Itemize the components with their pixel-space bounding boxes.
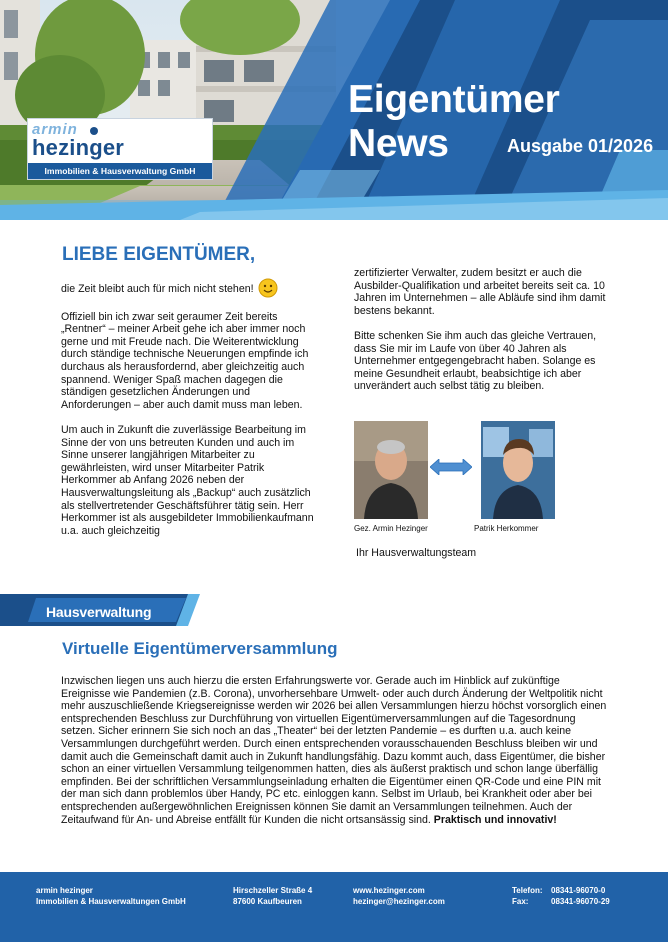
portrait-photo xyxy=(474,421,562,519)
greeting-intro xyxy=(61,278,316,298)
article-emphasis: Praktisch und innovativ! xyxy=(433,813,557,826)
article-text: Inzwischen liegen uns auch hierzu die ersten Erfahrungswerte vor. Gerade auch im Hinblick auf zukünftige Ereignisse wie Pandemien (z.B. Corona), unvorhersehbare Umwelt- oder auch durch Änderung der Weltpolitik nicht mehr auszuschließende Kriegsereignisse werden wir 2026 bei allen Versammlungen hierzu höchst vorsorglich einen entsprechenden Beschluss zur Durchführung von virtuellen Eigentümerversammlungen auf die Tagesordnung setzen. Sicher erinnern Sie sich noch an das „Theater“ bei der letzten Pandemie – es durften u.a. auch keine Versammlungen durchgeführt werden. Durch einen entsprechenden vorausschauenden Beschluss bleiben wir und damit auch die Gemeinschaft damit auch in Zukunft handlungsfähig. Dazu kommt auch, dass Eigentümer, die bisher schon an einer virtuellen Versammlung teilgenommen hatten, dies als äußerst praktisch und schon lange überfällig empfinden. Bei der schriftlichen Versammlungseinladung erhalten die Eigentümer einen QR-Code und eine PIN mit der man sich dann problemlos über Handy, PC etc. einloggen kann. Selbst im Urlaub, bei Krankheit oder aber bei entsprechenden außergewöhnlichen Ereignissen können Sie damit an Versammlungen teilnehmen. Auch der Zeitaufwand für An- und Abreise entfällt für Kunden die nicht ortsansässig sind. xyxy=(61,675,607,826)
footer-company-type: Immobilien & Hausverwaltungen GmbH xyxy=(36,897,186,906)
footer-company xyxy=(36,885,186,907)
footer-email-link[interactable]: hezinger@hezinger.com xyxy=(353,897,445,906)
greeting-paragraph: zertifizierter Verwalter, zudem besitzt er auch die Ausbilder-Qualifikation und arbeitet bereits seit ca. 10 Jahren im Unternehmen – alle Abläufe sind ihm damit bestens bekannt. xyxy=(354,267,606,317)
footer-contact-values xyxy=(551,885,610,907)
logo-line1: armin xyxy=(32,121,78,138)
footer-online xyxy=(353,885,445,907)
header-banner xyxy=(0,0,668,220)
footer xyxy=(0,872,668,942)
newsletter-title: Eigentümer News xyxy=(348,78,560,165)
issue-number: Ausgabe 01/2026 xyxy=(507,136,654,156)
footer-phone[interactable]: 08341-96070-0 xyxy=(551,886,606,895)
person-armin-hezinger xyxy=(354,421,428,533)
portrait-caption: Gez. Armin Hezinger xyxy=(354,524,428,533)
footer-street: Hirschzeller Straße 4 xyxy=(233,886,313,895)
footer-fax: 08341-96070-29 xyxy=(551,897,610,906)
greeting-paragraph: Um auch in Zukunft die zuverlässige Bearbeitung im Sinne der von uns betreuten Kunden und auch im Sinne unserer langjährigen Mitarbeiter zu gewährleisten, wird unser Mitarbeiter Patrik Herkommer ab Anfang 2026 neben der Hausverwaltungsleitung als „Backup“ auch zusätzlich als stellvertretender Geschäftsführer tätig sein. Herr Herkommer ist als ausgebildeter Immobilienkaufmann u.a. auch gleichzeitig xyxy=(61,423,314,537)
greeting-left-column xyxy=(61,278,316,550)
portrait-caption: Patrik Herkommer xyxy=(474,524,539,533)
article-title: Virtuelle Eigentümerversammlung xyxy=(62,639,338,658)
logo-dot xyxy=(90,127,98,135)
portrait-photo xyxy=(354,421,428,519)
greeting-intro-text: die Zeit bleibt auch für mich nicht stehen! xyxy=(61,283,254,295)
logo-line2: hezinger xyxy=(32,135,125,160)
footer-company-name: armin hezinger xyxy=(36,886,93,895)
company-logo xyxy=(27,118,213,180)
greeting-right-column xyxy=(354,267,616,406)
section-label: Hausverwaltung xyxy=(46,604,152,620)
footer-contact-labels xyxy=(512,885,543,907)
footer-phone-label: Telefon: xyxy=(512,886,543,895)
signoff: Ihr Hausverwaltungsteam xyxy=(356,547,477,559)
footer-address xyxy=(233,885,312,907)
footer-city: 87600 Kaufbeuren xyxy=(233,897,302,906)
person-patrik-herkommer xyxy=(474,421,562,533)
footer-fax-label: Fax: xyxy=(512,897,529,906)
greeting-paragraph: Offiziell bin ich zwar seit geraumer Zeit bereits „Rentner“ – meiner Arbeit gehe ich aber immer noch gerne und mit Freude nach. Die Weiterentwicklung durch ständige technische Neuerungen empfinde ich durchaus als herausfordernd, aber gleichzeitig auch spannend. Weniger Spaß machen dagegen die ständigen gesetzlichen Änderungen und Anforderungen – aber auch damit muss man leben. xyxy=(61,310,309,411)
greeting-heading: LIEBE EIGENTÜMER, xyxy=(62,244,256,265)
footer-web-link[interactable]: www.hezinger.com xyxy=(353,886,425,895)
smiley-icon xyxy=(258,278,278,298)
article-body xyxy=(61,675,609,826)
logo-tagline: Immobilien & Hausverwaltung GmbH xyxy=(28,163,212,179)
double-arrow-icon xyxy=(430,459,472,475)
greeting-paragraph: Bitte schenken Sie ihm auch das gleiche Vertrauen, dass Sie mir im Laufe von über 40 Jahren als Unternehmer entgegengebracht haben. Solange es meine Gesundheit erlaubt, beabsichtige ich aber unverändert auch selbst tätig zu bleiben. xyxy=(354,329,597,393)
